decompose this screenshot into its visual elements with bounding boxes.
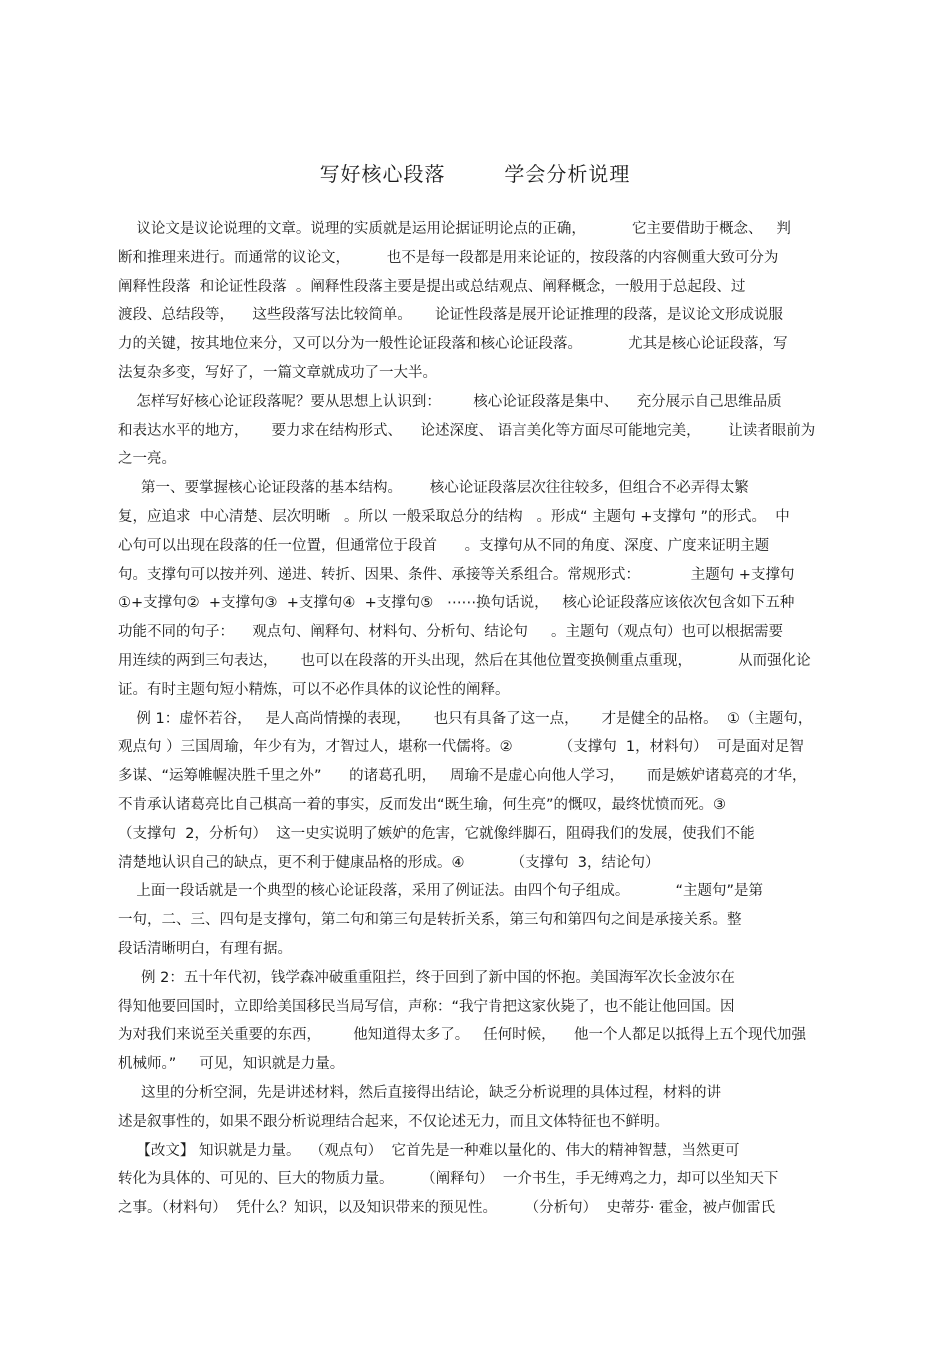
body-line: 例 2：五十年代初，钱学森冲破重重阻拦，终于回到了新中国的怀抱。美国海军次长金波尔在 <box>118 969 735 986</box>
body-line: 阐释性段落 和论证性段落 。阐释性段落主要是提出或总结观点、阐释概念，一般用于总起段、过 <box>118 278 746 295</box>
body-line: 证。有时主题句短小精炼，可以不必作具体的议论性的阐释。 <box>118 681 510 698</box>
body-line: 渡段、总结段等， 这些段落写法比较简单。 论证性段落是展开论证推理的段落，是议论文形成说服 <box>118 307 783 324</box>
body-line: 功能不同的句子： 观点句、阐释句、材料句、分析句、结论句 。主题句（观点句）也可以根据需要 <box>118 624 783 641</box>
body-line: 清楚地认识自己的缺点，更不利于健康品格的形成。④ （支撑句 3，结论句） <box>118 854 660 871</box>
body-line: 段话清晰明白，有理有据。 <box>118 941 292 957</box>
body-line: 议论文是议论说理的文章。说理的实质就是运用论据证明论点的正确， 它主要借助于概念、 判 <box>118 221 791 237</box>
body-line: 例 1：虚怀若谷， 是人高尚情操的表现， 也只有具备了这一点， 才是健全的品格。 ①（主题句， <box>118 710 813 727</box>
body-line: 多谋、“运筹帷幄决胜千里之外” 的诸葛孔明， 周瑜不是虚心向他人学习， 而是嫉妒诸葛亮的才华， <box>118 768 807 785</box>
body-line: 和表达水平的地方， 要力求在结构形式、 论述深度、 语言美化等方面尽可能地完美， 让读者眼前为 <box>118 422 816 439</box>
body-line: 转化为具体的、可见的、巨大的物质力量。 （阐释句） 一介书生，手无缚鸡之力，却可以坐知天下 <box>118 1171 779 1188</box>
body-line: 复，应追求 中心清楚、层次明晰 。所以 一般采取总分的结构 。形成“ 主题句 +支撑句 ”的形式。 中 <box>118 509 790 525</box>
body-line: 第一、要掌握核心论证段落的基本结构。 核心论证段落层次往往较多，但组合不必弄得太繁 <box>118 480 749 497</box>
body-line: 力的关键，按其地位来分，又可以分为一般性论证段落和核心论证段落。 尤其是核心论证段落，写 <box>118 336 788 353</box>
body-line: 句。支撑句可以按并列、递进、转折、因果、条件、承接等关系组合。常规形式： 主题句 +支撑句 <box>118 566 795 583</box>
body-line: 这里的分析空洞，先是讲述材料，然后直接得出结论，缺乏分析说理的具体过程，材料的讲 <box>118 1085 722 1101</box>
body-line: 法复杂多变，写好了，一篇文章就成功了一大半。 <box>118 365 437 381</box>
body-line: 之事。（材料句） 凭什么？知识，以及知识带来的预见性。 （分析句） 史蒂芬· 霍金，被卢伽雷氏 <box>118 1200 776 1217</box>
body-line: 怎样写好核心论证段落呢？要从思想上认识到： 核心论证段落是集中、 充分展示自己思维品质 <box>118 393 782 410</box>
body-line: 心句可以出现在段落的任一位置，但通常位于段首 。支撑句从不同的角度、深度、广度来证明主题 <box>118 537 770 554</box>
body-line: 【改文】 知识就是力量。 （观点句） 它首先是一种难以量化的、伟大的精神智慧，当然更可 <box>118 1142 740 1159</box>
document-title: 写好核心段落 学会分析说理 <box>319 162 631 186</box>
body-line: 一句，二、三、四句是支撑句，第二句和第三句是转折关系，第三句和第四句之间是承接关系。整 <box>118 912 742 929</box>
body-line: 得知他要回国时，立即给美国移民当局写信，声称：“我宁肯把这家伙毙了，也不能让他回国。因 <box>118 998 735 1015</box>
body-line: 观点句 ）三国周瑜，年少有为，才智过人，堪称一代儒将。② （支撑句 1，材料句） 可是面对足智 <box>118 739 804 756</box>
body-line: 述是叙事性的，如果不跟分析说理结合起来，不仅论述无力，而且文体特征也不鲜明。 <box>118 1113 669 1130</box>
body-line: 断和推理来进行。而通常的议论文， 也不是每一段都是用来论证的，按段落的内容侧重大致可分为 <box>118 249 779 266</box>
body-line: 用连续的两到三句表达， 也可以在段落的开头出现，然后在其他位置变换侧重点重现， 从而强化论 <box>118 653 811 669</box>
body-line: 机械师。” 可见，知识就是力量。 <box>118 1056 345 1073</box>
body-line: 之一亮。 <box>118 451 176 468</box>
body-line: 不肯承认诸葛亮比自己棋高一着的事实，反而发出“既生瑜，何生亮”的慨叹，最终忧愤而死。③ <box>118 797 727 813</box>
body-line: 上面一段话就是一个典型的核心论证段落，采用了例证法。由四个句子组成。 “主题句”是第 <box>118 883 764 900</box>
body-line: ①+支撑句② +支撑句③ +支撑句④ +支撑句⑤ ⋯⋯换句话说， 核心论证段落应该依次包含如下五种 <box>118 595 795 612</box>
body-line: 为对我们来说至关重要的东西， 他知道得太多了。 任何时候， 他一个人都足以抵得上五个现代加强 <box>118 1027 807 1044</box>
body-line: （支撑句 2，分析句） 这一史实说明了嫉妒的危害，它就像绊脚石，阻碍我们的发展，使我们不能 <box>118 825 755 842</box>
